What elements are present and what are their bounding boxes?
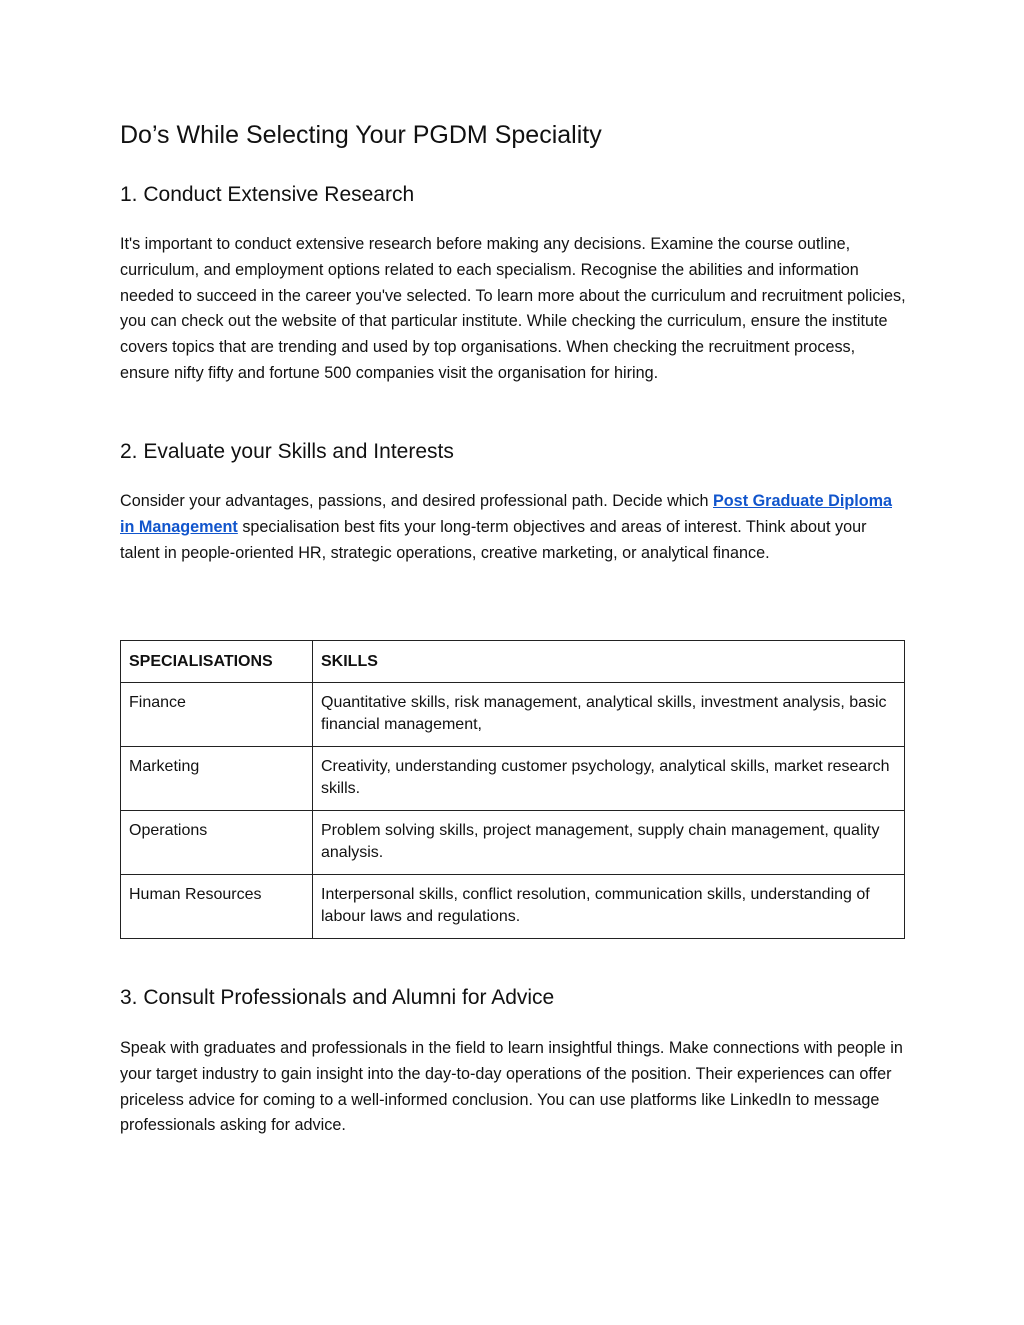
specialisations-skills-table	[120, 640, 905, 939]
section-1-heading: 1. Conduct Extensive Research	[120, 183, 415, 206]
table-cell-skills: Interpersonal skills, conflict resolution, communication skills, understanding of labour laws and regulations.	[313, 874, 905, 938]
table-cell-specialisation: Human Resources	[121, 874, 313, 938]
pgdm-link[interactable]: Post Graduate Diploma in Management	[120, 492, 892, 536]
section-3-heading: 3. Consult Professionals and Alumni for Advice	[120, 986, 555, 1009]
table-cell-specialisation: Operations	[121, 810, 313, 874]
table-cell-skills: Creativity, understanding customer psychology, analytical skills, market research skills.	[313, 746, 905, 810]
table-cell-skills: Problem solving skills, project management, supply chain management, quality analysis.	[313, 810, 905, 874]
table-header-row	[121, 641, 905, 683]
section-2-heading: 2. Evaluate your Skills and Interests	[120, 440, 454, 463]
table-row	[121, 874, 905, 938]
table-row	[121, 810, 905, 874]
section-2-paragraph	[120, 489, 906, 566]
table-row	[121, 746, 905, 810]
section-2-text-before-link: Consider your advantages, passions, and desired professional path. Decide which	[120, 492, 713, 510]
table-cell-specialisation: Finance	[121, 682, 313, 746]
page-title: Do’s While Selecting Your PGDM Speciality	[120, 121, 602, 149]
table-header-skills: SKILLS	[313, 641, 905, 683]
table-header-specialisations: SPECIALISATIONS	[121, 641, 313, 683]
table-cell-skills: Quantitative skills, risk management, analytical skills, investment analysis, basic financial management,	[313, 682, 905, 746]
section-2-text-after-link: specialisation best fits your long-term objectives and areas of interest. Think about your talent in people-oriented HR, strategic operations, creative marketing, or analytical finance.	[120, 517, 867, 562]
section-3-paragraph: Speak with graduates and professionals in the field to learn insightful things. Make connections with people in your target industry to gain insight into the day-to-day operations of the position. Their experiences can offer priceless advice for coming to a well-informed conclusion. You can use platforms like LinkedIn to message professionals asking for advice.	[120, 1039, 903, 1135]
section-1-paragraph: It's important to conduct extensive research before making any decisions. Examine the course outline, curriculum, and employment options related to each specialism. Recognise the abilities and information needed to succeed in the career you've selected. To learn more about the curriculum and recruitment policies, you can check out the website of that particular institute. While checking the curriculum, ensure the institute covers topics that are trending and used by top organisations. When checking the recruitment process, ensure nifty fifty and fortune 500 companies visit the organisation for hiring.	[120, 235, 906, 382]
table-cell-specialisation: Marketing	[121, 746, 313, 810]
table-row	[121, 682, 905, 746]
